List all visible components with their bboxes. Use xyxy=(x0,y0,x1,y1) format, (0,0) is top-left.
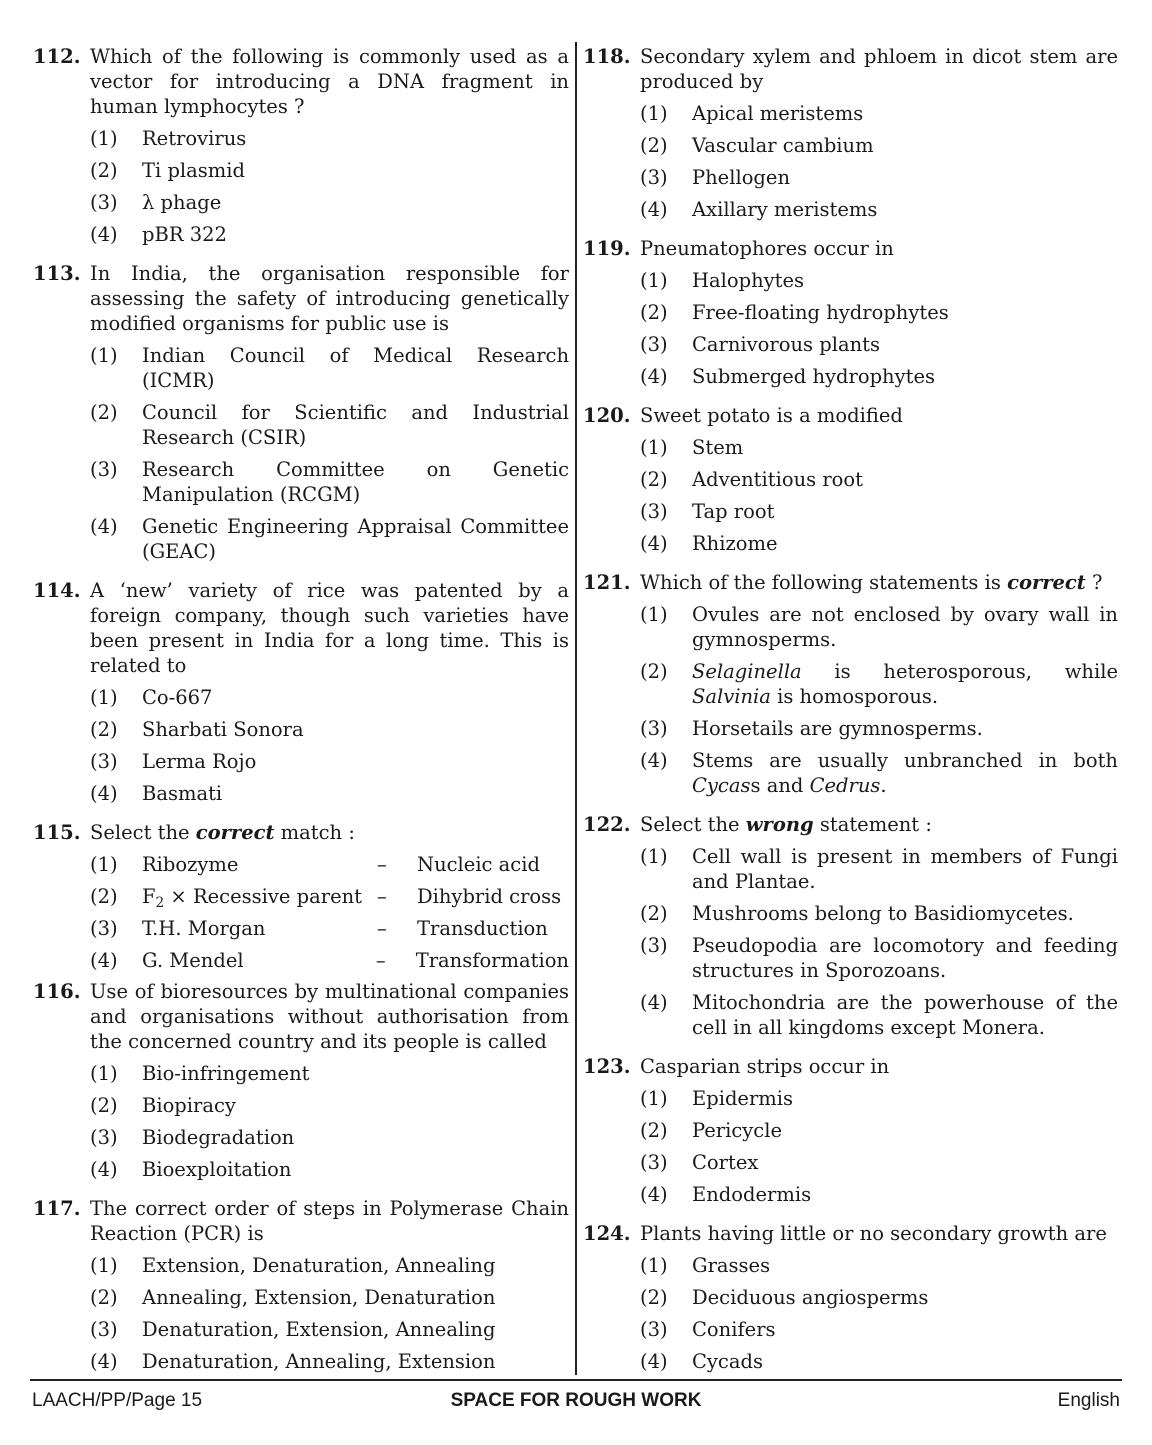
match-left: $F_2$ × Recessive parent xyxy=(142,885,363,911)
option-number: (3) xyxy=(640,934,668,957)
option-number: (3) xyxy=(90,191,118,214)
question-112 xyxy=(33,44,569,247)
option-number: (2) xyxy=(90,159,118,182)
option-2 xyxy=(33,717,569,742)
match-dash: – xyxy=(377,853,387,876)
question-text: Plants having little or no secondary growth are xyxy=(640,1222,1107,1245)
option-2 xyxy=(33,1285,569,1310)
question-116 xyxy=(33,979,569,1182)
option-3 xyxy=(583,499,1118,524)
option-number: (3) xyxy=(640,500,668,523)
option-1 xyxy=(583,602,1118,652)
option-text: Conifers xyxy=(692,1318,776,1341)
question-text: Casparian strips occur in xyxy=(640,1055,890,1078)
option-4 xyxy=(33,1349,569,1374)
option-text: Mitochondria are the powerhouse of the cell in all kingdoms except Monera. xyxy=(692,991,1118,1039)
option-text: Pseudopodia are locomotory and feeding structures in Sporozoans. xyxy=(692,934,1118,982)
option-1 xyxy=(33,1061,569,1086)
match-dash: – xyxy=(377,917,387,940)
option-number: (4) xyxy=(640,198,668,221)
option-text: Cycads xyxy=(692,1350,763,1373)
option-number: (4) xyxy=(640,1183,668,1206)
language-label: English xyxy=(1057,1390,1120,1411)
question-number: 113. xyxy=(33,262,81,285)
option-3 xyxy=(583,933,1118,983)
option-text: Denaturation, Annealing, Extension xyxy=(142,1350,496,1373)
option-text: Phellogen xyxy=(692,166,791,189)
question-number: 116. xyxy=(33,980,81,1003)
question-114 xyxy=(33,578,569,806)
question-122 xyxy=(583,812,1118,1040)
column-divider xyxy=(575,42,577,1375)
option-number: (1) xyxy=(90,1062,118,1085)
question-number: 112. xyxy=(33,45,81,68)
option-2 xyxy=(583,659,1118,709)
option-number: (1) xyxy=(640,1087,668,1110)
question-113 xyxy=(33,261,569,564)
option-2 xyxy=(583,133,1118,158)
match-right: Transduction xyxy=(417,917,548,940)
option-text: Grasses xyxy=(692,1254,771,1277)
option-text: Stem xyxy=(692,436,744,459)
option-number: (3) xyxy=(90,917,118,940)
option-number: (3) xyxy=(640,1318,668,1341)
option-text: Mushrooms belong to Basidiomycetes. xyxy=(692,902,1074,925)
match-option-3 xyxy=(33,916,569,941)
option-number: (2) xyxy=(90,718,118,741)
option-4 xyxy=(583,1182,1118,1207)
option-text: Selaginella is heterosporous, while Salvinia is homosporous. xyxy=(692,660,1118,708)
question-text: Secondary xylem and phloem in dicot stem are produced by xyxy=(640,45,1118,93)
question-text: A ‘new’ variety of rice was patented by a foreign company, though such varieties have been present in India for a long time. This is related to xyxy=(90,579,569,677)
question-number: 124. xyxy=(583,1222,631,1245)
option-text: Free-floating hydrophytes xyxy=(692,301,949,324)
option-4 xyxy=(583,364,1118,389)
option-number: (3) xyxy=(640,333,668,356)
option-number: (1) xyxy=(640,102,668,125)
option-4 xyxy=(33,1157,569,1182)
option-number: (3) xyxy=(90,1126,118,1149)
match-left: G. Mendel xyxy=(142,949,244,972)
option-number: (2) xyxy=(640,902,668,925)
option-text: Bio-infringement xyxy=(142,1062,310,1085)
option-2 xyxy=(33,158,569,183)
question-number: 114. xyxy=(33,579,81,602)
question-123 xyxy=(583,1054,1118,1207)
question-text: The correct order of steps in Polymerase Chain Reaction (PCR) is xyxy=(90,1197,569,1245)
option-number: (4) xyxy=(640,365,668,388)
match-option-1 xyxy=(33,852,569,877)
footer-rule xyxy=(30,1379,1122,1381)
option-4 xyxy=(583,1349,1118,1374)
question-119 xyxy=(583,236,1118,389)
option-1 xyxy=(583,844,1118,894)
option-text: Lerma Rojo xyxy=(142,750,257,773)
option-number: (1) xyxy=(640,436,668,459)
match-option-4 xyxy=(33,948,569,973)
option-4 xyxy=(583,197,1118,222)
option-3 xyxy=(33,749,569,774)
option-number: (1) xyxy=(640,603,668,626)
option-text: Rhizome xyxy=(692,532,778,555)
question-number: 122. xyxy=(583,813,631,836)
option-number: (1) xyxy=(640,1254,668,1277)
option-2 xyxy=(583,1285,1118,1310)
question-117 xyxy=(33,1196,569,1374)
option-text: Indian Council of Medical Research (ICMR) xyxy=(142,344,569,392)
question-text: Select the correct match : xyxy=(90,821,355,844)
option-text: pBR 322 xyxy=(142,223,227,246)
option-1 xyxy=(33,126,569,151)
option-text: Sharbati Sonora xyxy=(142,718,304,741)
option-1 xyxy=(583,435,1118,460)
option-number: (2) xyxy=(90,1286,118,1309)
question-121 xyxy=(583,570,1118,798)
option-3 xyxy=(33,1317,569,1342)
match-right: Transformation xyxy=(415,949,569,972)
option-text: Denaturation, Extension, Annealing xyxy=(142,1318,496,1341)
question-number: 118. xyxy=(583,45,631,68)
option-text: Ovules are not enclosed by ovary wall in gymnosperms. xyxy=(692,603,1118,651)
option-number: (1) xyxy=(90,1254,118,1277)
option-number: (2) xyxy=(640,468,668,491)
question-115 xyxy=(33,820,569,973)
option-number: (4) xyxy=(640,532,668,555)
option-1 xyxy=(583,1086,1118,1111)
option-number: (4) xyxy=(90,1350,118,1373)
option-4 xyxy=(583,748,1118,798)
question-text: Pneumatophores occur in xyxy=(640,237,894,260)
option-text: Halophytes xyxy=(692,269,805,292)
option-4 xyxy=(583,990,1118,1040)
option-number: (3) xyxy=(640,1151,668,1174)
option-text: Genetic Engineering Appraisal Committee (GEAC) xyxy=(142,515,569,563)
option-number: (4) xyxy=(640,991,668,1014)
question-number: 120. xyxy=(583,404,631,427)
option-text: Tap root xyxy=(692,500,775,523)
question-text: Which of the following is commonly used as a vector for introducing a DNA fragment in human lymphocytes ? xyxy=(90,45,569,118)
question-number: 115. xyxy=(33,821,81,844)
option-text: Axillary meristems xyxy=(692,198,878,221)
option-number: (1) xyxy=(90,853,118,876)
option-number: (2) xyxy=(640,1286,668,1309)
option-1 xyxy=(583,268,1118,293)
option-text: Deciduous angiosperms xyxy=(692,1286,929,1309)
question-number: 123. xyxy=(583,1055,631,1078)
question-124 xyxy=(583,1221,1118,1374)
right-column xyxy=(583,44,1118,1388)
option-text: Basmati xyxy=(142,782,223,805)
option-number: (3) xyxy=(640,717,668,740)
option-1 xyxy=(33,685,569,710)
option-number: (4) xyxy=(90,1158,118,1181)
option-3 xyxy=(33,1125,569,1150)
option-3 xyxy=(33,190,569,215)
option-3 xyxy=(583,716,1118,741)
left-column xyxy=(33,44,569,1388)
option-number: (4) xyxy=(90,782,118,805)
option-text: Cell wall is present in members of Fungi and Plantae. xyxy=(692,845,1118,893)
match-right: Nucleic acid xyxy=(417,853,540,876)
option-2 xyxy=(33,400,569,450)
match-dash: – xyxy=(377,885,387,908)
option-3 xyxy=(33,457,569,507)
option-text: Apical meristems xyxy=(692,102,864,125)
option-2 xyxy=(583,467,1118,492)
option-number: (1) xyxy=(640,269,668,292)
page-code: LAACH/PP/Page 15 xyxy=(32,1390,203,1411)
option-4 xyxy=(583,531,1118,556)
option-4 xyxy=(33,514,569,564)
option-number: (4) xyxy=(90,515,118,538)
match-left: Ribozyme xyxy=(142,853,239,876)
option-4 xyxy=(33,222,569,247)
option-number: (4) xyxy=(90,223,118,246)
option-number: (1) xyxy=(90,127,118,150)
match-right: Dihybrid cross xyxy=(417,885,562,908)
option-text: Biopiracy xyxy=(142,1094,236,1117)
option-number: (4) xyxy=(640,1350,668,1373)
option-text: Retrovirus xyxy=(142,127,247,150)
option-text: λ phage xyxy=(142,191,222,214)
option-1 xyxy=(33,1253,569,1278)
option-text: Vascular cambium xyxy=(692,134,874,157)
option-text: Annealing, Extension, Denaturation xyxy=(142,1286,496,1309)
question-120 xyxy=(583,403,1118,556)
option-text: Council for Scientific and Industrial Research (CSIR) xyxy=(142,401,569,449)
option-text: Stems are usually unbranched in both Cycass and Cedrus. xyxy=(692,749,1118,797)
option-text: Adventitious root xyxy=(692,468,863,491)
question-118 xyxy=(583,44,1118,222)
option-text: Bioexploitation xyxy=(142,1158,292,1181)
option-2 xyxy=(583,901,1118,926)
option-text: Co-667 xyxy=(142,686,213,709)
option-text: Submerged hydrophytes xyxy=(692,365,936,388)
option-number: (4) xyxy=(90,949,118,972)
option-number: (3) xyxy=(640,166,668,189)
option-text: Ti plasmid xyxy=(142,159,246,182)
option-text: Cortex xyxy=(692,1151,759,1174)
option-text: Endodermis xyxy=(692,1183,812,1206)
question-number: 121. xyxy=(583,571,631,594)
question-text: Sweet potato is a modified xyxy=(640,404,903,427)
option-number: (1) xyxy=(640,845,668,868)
option-text: Biodegradation xyxy=(142,1126,295,1149)
option-2 xyxy=(583,300,1118,325)
option-number: (3) xyxy=(90,458,118,481)
option-1 xyxy=(583,101,1118,126)
question-text: Select the wrong statement : xyxy=(640,813,932,836)
option-4 xyxy=(33,781,569,806)
question-number: 117. xyxy=(33,1197,81,1220)
option-1 xyxy=(33,343,569,393)
option-text: Epidermis xyxy=(692,1087,794,1110)
option-number: (1) xyxy=(90,686,118,709)
rough-work-label: SPACE FOR ROUGH WORK xyxy=(450,1390,702,1411)
option-number: (2) xyxy=(90,885,118,908)
option-3 xyxy=(583,165,1118,190)
match-dash: – xyxy=(375,949,386,972)
question-text: In India, the organisation responsible for assessing the safety of introducing genetically modified organisms for public use is xyxy=(90,262,569,335)
option-number: (3) xyxy=(90,750,118,773)
option-text: Research Committee on Genetic Manipulation (RCGM) xyxy=(142,458,569,506)
option-number: (2) xyxy=(90,1094,118,1117)
option-text: Pericycle xyxy=(692,1119,782,1142)
option-number: (2) xyxy=(640,660,668,683)
option-1 xyxy=(583,1253,1118,1278)
option-number: (2) xyxy=(90,401,118,424)
option-number: (2) xyxy=(640,301,668,324)
option-number: (3) xyxy=(90,1318,118,1341)
option-3 xyxy=(583,1150,1118,1175)
option-3 xyxy=(583,332,1118,357)
option-number: (1) xyxy=(90,344,118,367)
option-text: Horsetails are gymnosperms. xyxy=(692,717,983,740)
option-2 xyxy=(33,1093,569,1118)
question-text: Which of the following statements is correct ? xyxy=(640,571,1103,594)
match-left: T.H. Morgan xyxy=(142,917,266,940)
option-number: (2) xyxy=(640,1119,668,1142)
option-number: (4) xyxy=(640,749,668,772)
option-number: (2) xyxy=(640,134,668,157)
match-option-2 xyxy=(33,884,569,909)
option-text: Extension, Denaturation, Annealing xyxy=(142,1254,496,1277)
option-3 xyxy=(583,1317,1118,1342)
question-number: 119. xyxy=(583,237,631,260)
option-2 xyxy=(583,1118,1118,1143)
question-text: Use of bioresources by multinational companies and organisations without authorisation from the concerned country and its people is called xyxy=(90,980,569,1053)
option-text: Carnivorous plants xyxy=(692,333,880,356)
